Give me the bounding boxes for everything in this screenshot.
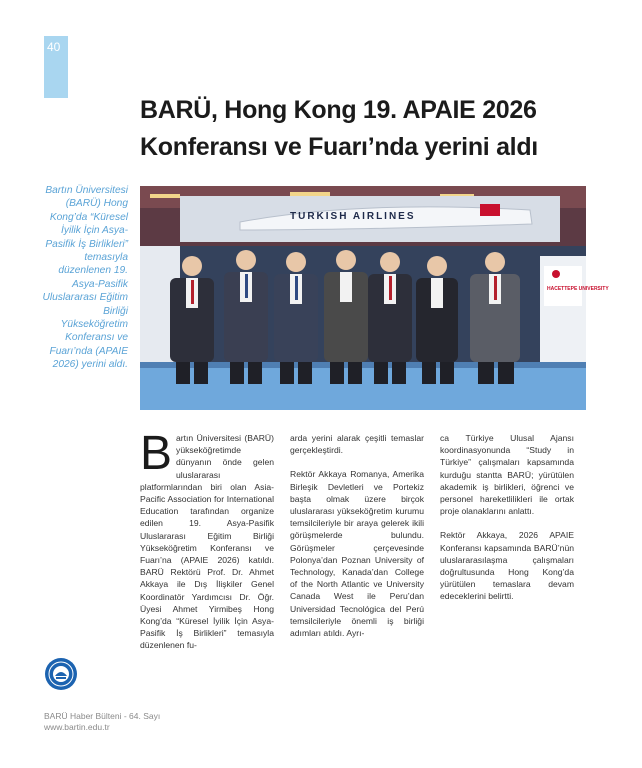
footer-publication: BARÜ Haber Bülteni - 64. Sayı [44, 711, 161, 721]
column-3-paragraph-1: ca Türkiye Ulusal Ajansı koordinasyonunda “Study in Türkiye” çalışmaları kapsamında kurduğu stantta BARÜ; yürütülen akademik iş birlikleri, öğrenci ve personel hareketlilikleri ile ortak proje olanaklarını anlattı. [440, 433, 574, 517]
headline-line-1: BARÜ, Hong Kong 19. APAIE 2026 [140, 96, 537, 124]
headline-line-2: Konferansı ve Fuarı’nda yerini aldı [140, 133, 538, 161]
page-number: 40 [47, 40, 61, 54]
photo-caption: Bartın Üniversitesi (BARÜ) Hong Kong’da “Küresel İyilik İçin Asya-Pasifik İş Birlikleri” temasıyla düzenlenen 19. Asya-Pasifik Uluslararası Eğitim Birliği Yükseköğretim Konferansı ve Fuarı’nda (APAIE 2026) yerini aldı. [42, 185, 128, 371]
column-3-paragraph-2: Rektör Akkaya, 2026 APAIE Konferansı kapsamında BARÜ’nün uluslararasılaşma çalışmaları doğrultusunda Hong Kong’da yürütülen temaslara devam edeceklerini belirtti. [440, 530, 574, 602]
banner-text: TURKISH AIRLINES [290, 211, 416, 222]
column-1-text: artın Üniversitesi (BARÜ) yükseköğretimde dünyanın önde gelen uluslararası platformlarından biri olan Asia-Pacific Association for International Education tarafından organize edilen 19. Asya-Pasifik Uluslararası Eğitim Birliği Yükseköğretim Konferansı ve Fuarı’na (APAIE 2026) katıldı. BARÜ Rektörü Prof. Dr. Ahmet Akkaya ile Dış İlişkiler Genel Koordinatör Yardımcısı Dr. Öğr. Üyesi Ahmet Yirmibeş Hong Kong’da “Küresel İyilik İçin Asya-Pasifik İş Birlikleri” temasıyla düzenlenen fu- [140, 433, 274, 651]
article-photo [140, 186, 609, 410]
university-logo-icon [44, 657, 78, 691]
column-2-paragraph-1: arda yerini alarak çeşitli temaslar gerçekleştirdi. [290, 433, 424, 456]
drop-cap: B [140, 427, 173, 480]
column-2-paragraph-2: Rektör Akkaya Romanya, Amerika Birleşik Devletleri ve Portekiz başta olmak üzere birçok uluslararası yükseköğretim kurumu temsilcileriyle bir araya gelerek ikili görüşmelerde bulundu. Görüşmeler çerçevesinde Polonya’dan Poznan University of Technology, Kanada’dan College of the North Atlantic ve University Canada West ile Peru’dan Universidad Tecnológica del Perú temsilcileriyle önemli iş birliği adımları atıldı. Ayrı- [290, 469, 424, 639]
article-column-3 [440, 432, 574, 615]
footer-url[interactable]: www.bartin.edu.tr [44, 722, 110, 732]
booth-sign-text: HACETTEPE UNIVERSITY [547, 286, 609, 292]
article-headline [140, 92, 620, 166]
article-column-2 [290, 432, 424, 651]
article-column-1 [140, 427, 274, 664]
